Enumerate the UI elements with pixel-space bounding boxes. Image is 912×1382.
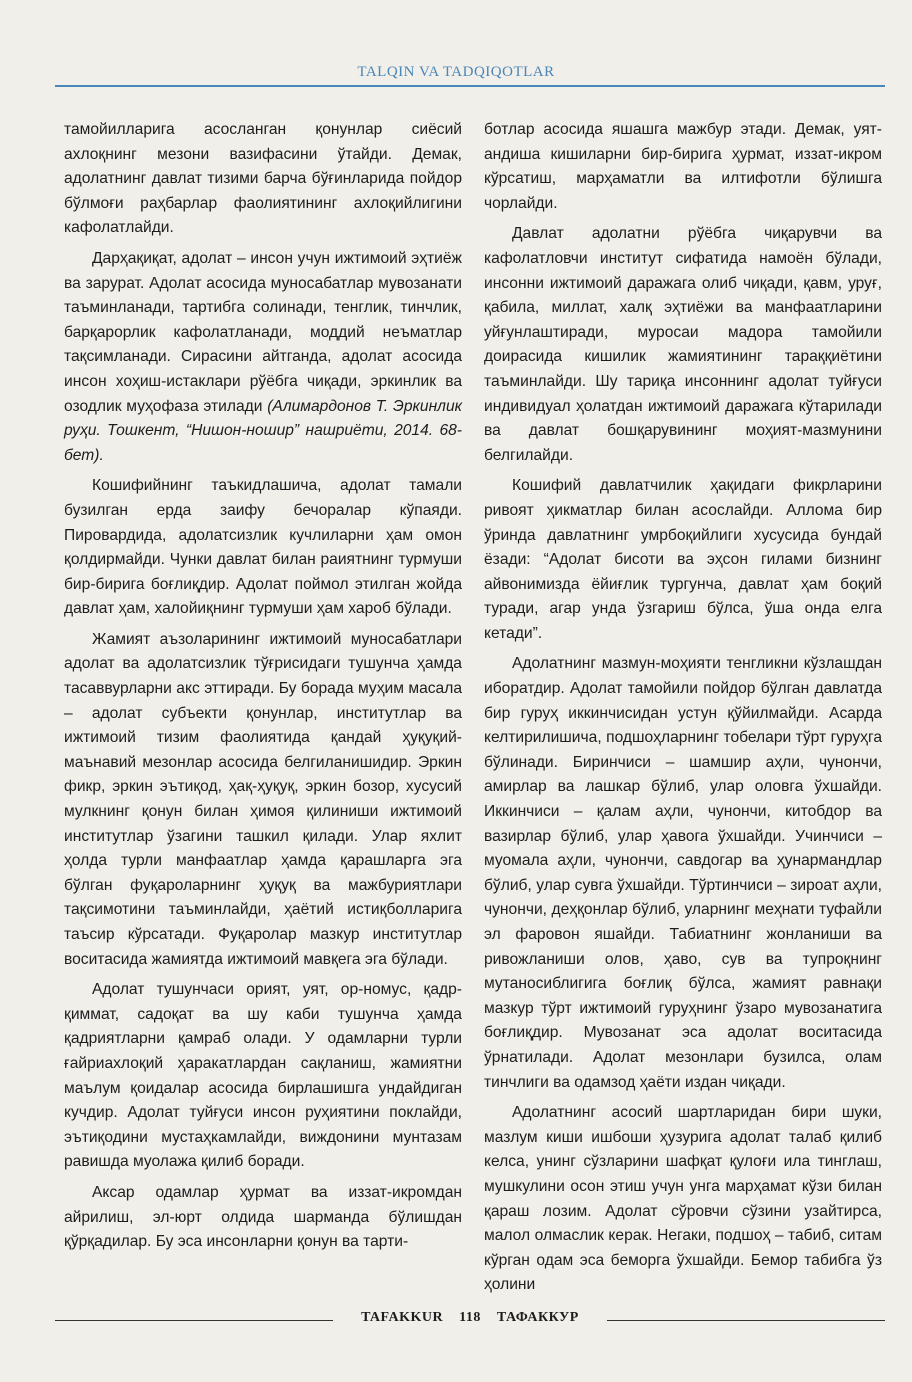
paragraph: Адолат тушунчаси орият, уят, ор-номус, қадр-қиммат, садоқат ва шу каби тушунча ҳамда қадриятларни қамраб олади. У одамларни турли ғайриахлоқий ҳаракатлардан сақланиш, жамиятни маълум қоидалар асосида бирлашишга ундайдиган кучдир. Адолат туйғуси инсон руҳиятини поклайди, эътиқодини мустаҳкамлайди, виждонини мунтазам равишда муолажа қилиб боради. xyxy=(64,981,462,1171)
footer-text xyxy=(55,1310,885,1326)
page-number: 118 xyxy=(459,1310,481,1325)
paragraph: Жамият аъзоларининг ижтимоий муносабатлари адолат ва адолатсизлик тўғрисидаги тушунча ҳамда тасаввурларни акс эттиради. Бу борада муҳим масала – адолат субъекти қонунлар, институтлар ва ижтимоий тизим фаолиятида қандай ҳуқуқий-маънавий мезонлар асосида белгиланишидир. Эркин фикр, эркин эътиқод, ҳақ-ҳуқуқ, эркин бозор, хусусий мулкнинг қонун билан ҳимоя қилиниши ижтимоий институтлар ўзагини ташкил қилади. Улар яхлит ҳолда турли манфаатлар ҳамда қарашларга эга бўлган фуқароларнинг ҳуқуқ ва мажбуриятлари тақсимотини таъминлайди, ҳаётий истиқболларига таъсир кўрсатади. Фуқаролар мазкур институтлар воситасида жамиятда ижтимоий мавқега эга бўлади. xyxy=(64,630,462,968)
paragraph: Адолатнинг мазмун-моҳияти тенгликни кўзлашдан иборатдир. Адолат тамойили пойдор бўлган давлатда бир гуруҳ иккинчисидан устун қўйилмайди. Асарда келтирилишича, подшоҳларнинг тобелари тўрт гуруҳга бўлинади. Биринчиси – шамшир аҳли, чунончи, амирлар ва лашкар бўлиб, улар оловга ўхшайди. Иккинчиси – қалам аҳли, чунончи, китобдор ва вазирлар бўлиб, улар ҳавога ўхшайди. Учинчиси – муомала аҳли, чунончи, савдогар ва ҳунармандлар бўлиб, улар сувга ўхшайди. Тўртинчиси – зироат аҳли, чунончи, деҳқонлар бўлиб, уларнинг меҳнати туфайли эл фаровон яшайди. Табиатнинг жонланиши ва ривожланиши олов, ҳаво, сув ва тупроқнинг мутаносиблигига боғлиқ бўлса, жамият равнақи мазкур тўрт ижтимоий гуруҳнинг ўзаро мувозанатига боғлиқдир. Мувозанат эса адолат воситасида ўрнатилади. Адолат мезонлари бузилса, олам тинчлиги ва одамзод ҳаёти издан чиқади. xyxy=(484,655,882,1091)
right-column xyxy=(484,118,882,1304)
page-footer xyxy=(55,1310,885,1330)
paragraph: тамойилларига асосланган қонунлар сиёсий ахлоқнинг мезони вазифасини ўтайди. Демак, адолатнинг давлат тизими барча бўғинларида пойдор бўлмоғи раҳбарлар фаолиятининг ахлоқийлигини кафолатлайди. xyxy=(64,121,462,237)
paragraph: Аксар одамлар ҳурмат ва иззат-икромдан айрилиш, эл-юрт олдида шарманда бўлишдан қўрқадилар. Бу эса инсонларни қонун ва тарти- xyxy=(64,1183,462,1251)
footer-rule-right xyxy=(607,1320,885,1321)
citation: (Алимардонов Т. Эркинлик руҳи. Тошкент, “Нишон-ношир” нашриёти, 2014. 68-бет). xyxy=(64,397,462,464)
paragraph: Адолатнинг асосий шартларидан бири шуки, мазлум киши ишбоши ҳузурига адолат талаб қилиб келса, унинг сўзларини шафқат қулоғи ила тинглаш, мушкулини осон этиш учун унга марҳамат кўзи билан қараш лозим. Адолат сўровчи сўзини узайтирса, малол олмаслик керак. Негаки, подшоҳ – табиб, ситам кўрган одам эса беморга ўхшайди. Бемор табибга ўз ҳолини xyxy=(484,1104,882,1294)
paragraph xyxy=(64,247,462,468)
paragraph-text: Дарҳақиқат, адолат – инсон учун ижтимоий эҳтиёж ва зарурат. Адолат асосида муносабатлар мувозанати таъминланади, тартибга солинади, тенглик, тинчлик, барқарорлик кафолатланади, моддий неъматлар тақсимланади. Сирасини айтганда, адолат асосида инсон хоҳиш-истаклари рўёбга чиқади, эркинлик ва озодлик муҳофаза этилади xyxy=(64,249,462,415)
magazine-name-latin: TAFAKKUR xyxy=(361,1310,444,1325)
paragraph: ботлар асосида яшашга мажбур этади. Демак, уят-андиша кишиларни бир-бирига ҳурмат, иззат-икром кўрсатиш, марҳаматли ва илтифотли бўлишга чорлайди. xyxy=(484,121,882,212)
running-header: TALQIN VA TADQIQOTLAR xyxy=(357,64,555,80)
paragraph: Кошифий давлатчилик ҳақидаги фикрларини ривоят ҳикматлар билан асослайди. Аллома бир ўринда давлатнинг умрбоқийлиги хусусида бундай ёзади: “Адолат бисоти ва эҳсон гилами бизнинг айвонимизда ёйиғлик тургунча, давлат ҳам боқий туради, агар унда ўзгариш бўлса, ўша онда елга кетади”. xyxy=(484,477,882,642)
header-rule xyxy=(55,85,885,87)
paragraph: Кошифийнинг таъкидлашича, адолат тамали бузилган ерда заифу бечоралар кўпаяди. Пировардида, адолатсизлик кучлиларни ҳам омон қолдирмайди. Чунки давлат билан раиятнинг турмуши бир-бирига боғлиқдир. Адолат поймол этилган жойда давлат ҳам, халойиқнинг турмуши ҳам хароб бўлади. xyxy=(64,477,462,618)
paragraph: Давлат адолатни рўёбга чиқарувчи ва кафолатловчи институт сифатида намоён бўлади, инсонни ижтимоий даражага олиб чиқади, қавм, уруғ, қабила, миллат, халқ эҳтиёжи ва манфаатларини уйғунлаштиради, муросаи мадора тамойили доирасида кишилик жамиятининг тараққиётини таъминлайди. Шу тариқа инсоннинг адолат туйғуси индивидуал ҳолатдан ижтимоий даражага кўтарилади ва давлат бошқарувининг моҳият-мазмунини белгилайди. xyxy=(484,225,882,464)
magazine-name-cyrillic: ТАФАККУР xyxy=(496,1310,579,1325)
left-column xyxy=(64,118,462,1261)
